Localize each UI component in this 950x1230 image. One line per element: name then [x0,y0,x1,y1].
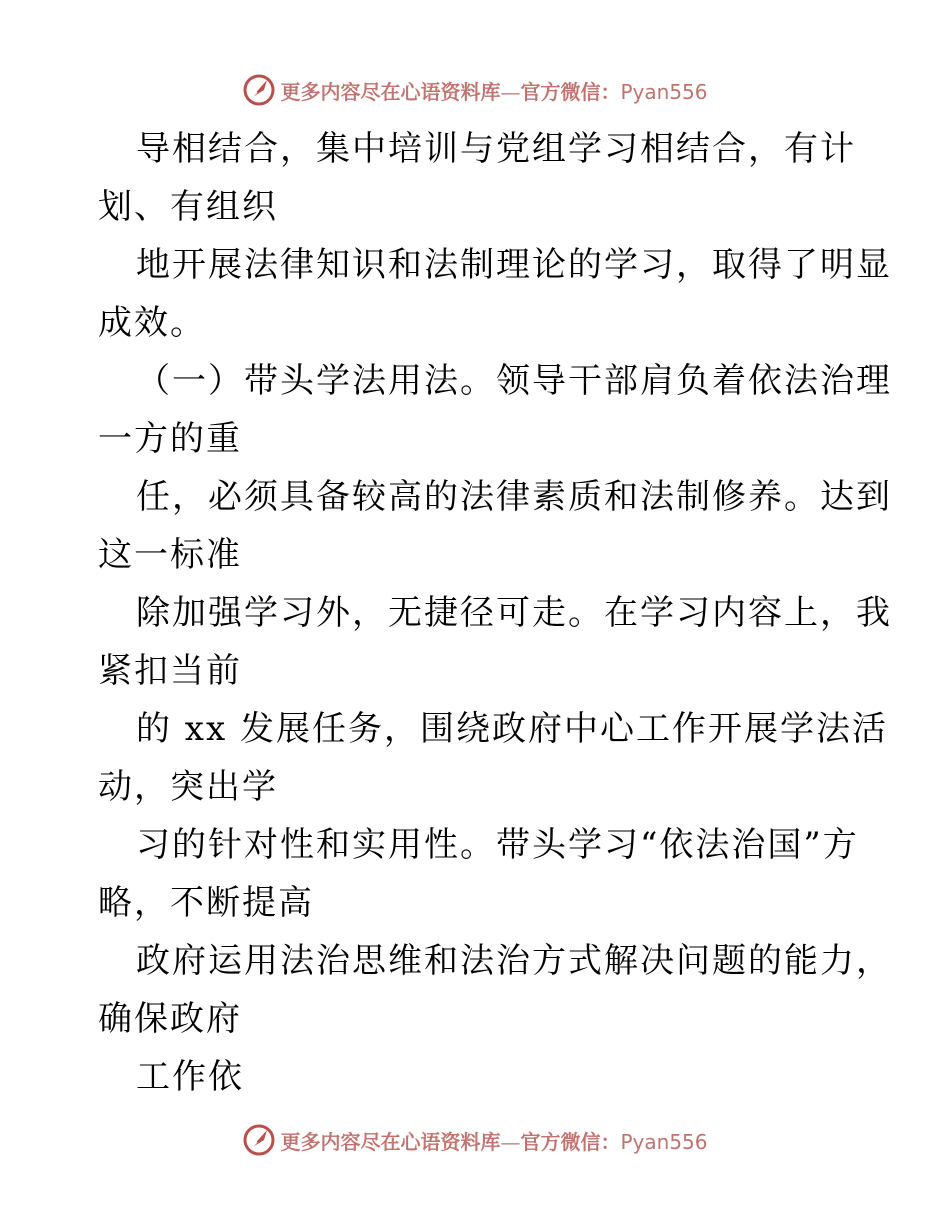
body-line: 的 xx 发展任务，围绕政府中心工作开展学法活 [136,709,888,749]
footer-banner [0,1120,950,1160]
body-line: 习的针对性和实用性。带头学习“依法治国”方 [136,825,859,865]
body-line: 政府运用法治思维和法治方式解决问题的能力， [136,941,892,981]
header-banner-official: 官方微信： [520,79,621,104]
body-line: 略，不断提高 [98,883,314,923]
header-banner-site: 更多内容尽在心语资料库 [280,79,501,104]
body-line: 这一标准 [98,535,242,575]
body-line: 地开展法律知识和法制理论的学习，取得了明显 [136,245,892,285]
footer-banner-text [280,1126,707,1155]
header-banner [0,70,950,110]
footer-banner-site: 更多内容尽在心语资料库 [280,1129,501,1154]
body-line: （一）带头学法用法。领导干部肩负着依法治理 [136,361,892,401]
footer-banner-official: 官方微信： [520,1129,621,1154]
header-banner-wechat: Pyan556 [620,79,708,104]
body-line: 确保政府 [98,999,242,1039]
body-line: 动，突出学 [98,767,278,807]
header-banner-dash: — [500,79,521,104]
body-line: 划、有组织 [98,187,278,227]
body-line: 导相结合，集中培训与党组学习相结合，有计 [136,129,856,169]
body-line: 一方的重 [98,419,242,459]
document-body [98,120,892,1106]
footer-banner-dash: — [500,1129,521,1154]
footer-banner-wechat: Pyan556 [620,1129,708,1154]
body-line: 工作依 [136,1057,244,1097]
body-line: 除加强学习外，无捷径可走。在学习内容上，我 [136,593,892,633]
body-line: 成效。 [98,303,206,343]
body-line: 紧扣当前 [98,651,242,691]
header-banner-text [280,76,707,105]
body-line: 任，必须具备较高的法律素质和法制修养。达到 [136,477,892,517]
quill-pen-logo-icon [242,73,276,107]
quill-pen-logo-icon [242,1123,276,1157]
